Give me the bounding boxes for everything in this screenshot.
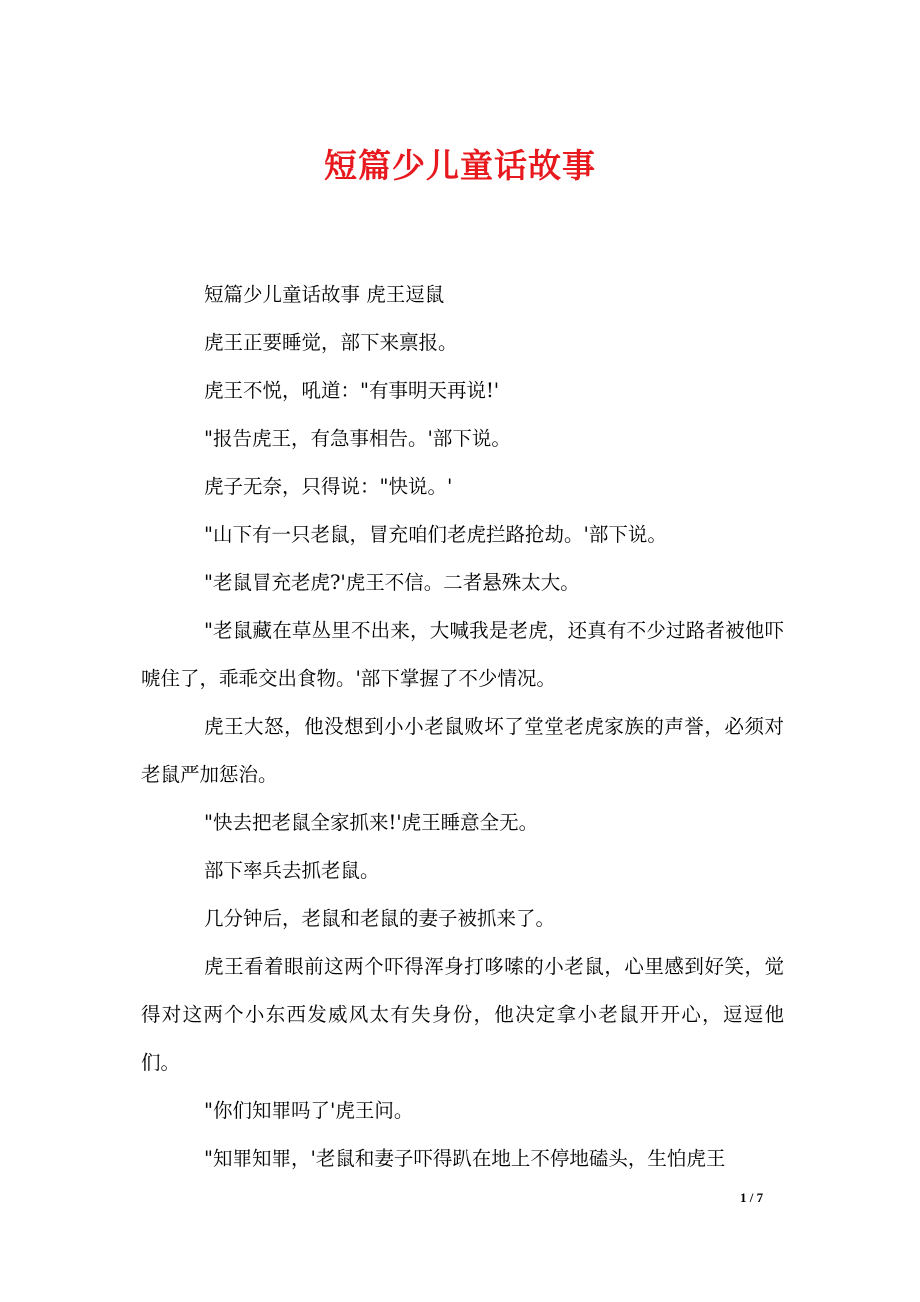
paragraph: 虎王大怒，他没想到小小老鼠败坏了堂堂老虎家族的声誉，必须对老鼠严加惩治。 xyxy=(141,715,784,786)
page-number: 1 / 7 xyxy=(740,1190,764,1205)
paragraph: "报告虎王，有急事相告。'部下说。 xyxy=(204,427,511,450)
paragraph: "山下有一只老鼠，冒充咱们老虎拦路抢劫。'部下说。 xyxy=(204,523,667,546)
story-body xyxy=(141,271,784,1183)
paragraph: 虎王不悦，吼道："有事明天再说!' xyxy=(204,379,500,402)
page-title: 短篇少儿童话故事 xyxy=(324,146,596,185)
paragraph: 虎王正要睡觉，部下来禀报。 xyxy=(204,331,458,354)
paragraph: "你们知罪吗了'虎王问。 xyxy=(204,1099,414,1122)
paragraph: 部下率兵去抓老鼠。 xyxy=(204,859,380,882)
paragraph: "老鼠冒充老虎?'虎王不信。二者悬殊太大。 xyxy=(204,571,580,594)
paragraph: "快去把老鼠全家抓来!'虎王睡意全无。 xyxy=(204,811,539,834)
paragraph: 虎子无奈，只得说："快说。' xyxy=(204,475,453,498)
paragraph: 几分钟后，老鼠和老鼠的妻子被抓来了。 xyxy=(204,907,556,930)
paragraph: 虎王看着眼前这两个吓得浑身打哆嗦的小老鼠，心里感到好笑，觉得对这两个小东西发威风太有失身份，他决定拿小老鼠开开心，逗逗他们。 xyxy=(141,955,784,1074)
paragraph: 短篇少儿童话故事 虎王逗鼠 xyxy=(204,283,445,306)
paragraph: "知罪知罪，'老鼠和妻子吓得趴在地上不停地磕头，生怕虎王 xyxy=(204,1147,726,1170)
paragraph: "老鼠藏在草丛里不出来，大喊我是老虎，还真有不少过路者被他吓唬住了，乖乖交出食物。'部下掌握了不少情况。 xyxy=(141,619,784,690)
